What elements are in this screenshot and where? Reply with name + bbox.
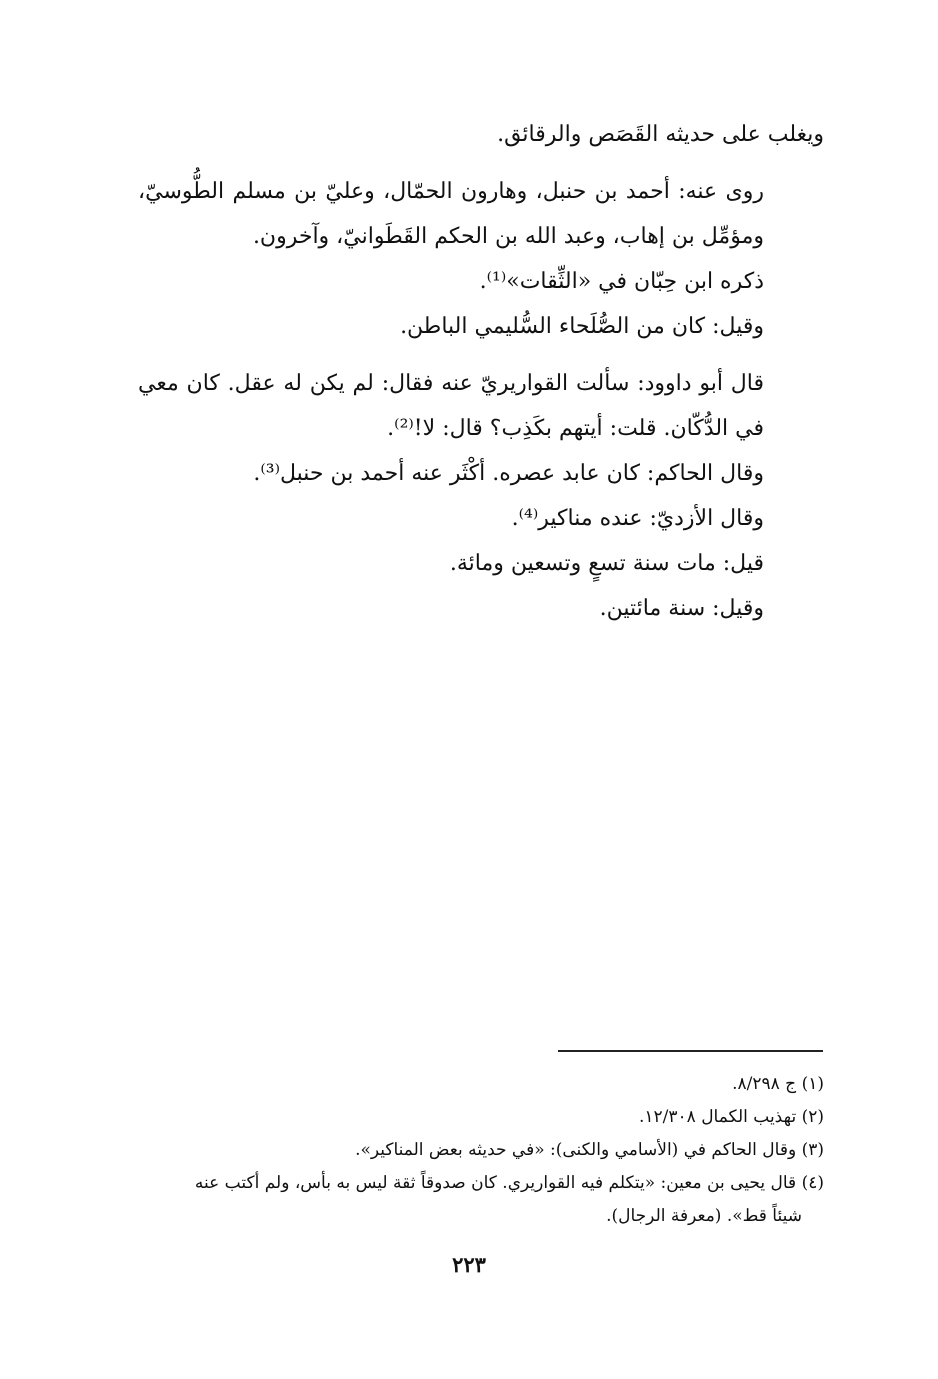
paragraph-al-hakim: وقال الحاكم: كان عابد عصره. أكْثَر عنه أحمد بن حنبل⁽³⁾. xyxy=(253,461,764,486)
footnote-text: قال يحيى بن معين: «يتكلم فيه القواريري. كان صدوقاً ثقة ليس به بأس، ولم أكتب عنه xyxy=(194,1173,797,1193)
main-text xyxy=(138,112,824,631)
page-number: ٢٢٣ xyxy=(452,1252,486,1277)
footnote-text: ج ٨/٢٩٨. xyxy=(732,1074,797,1094)
footnote-1 xyxy=(138,1068,824,1101)
paragraph-abu-dawud: قال أبو داوود: سألت القواريريّ عنه فقال: لم يكن له عقل. كان معي في الدُّكّان. قلت: أيتهم بكَذِب؟ قال: لا!⁽²⁾. xyxy=(138,371,764,441)
paragraph-al-azdi: وقال الأزديّ: عنده مناكير⁽⁴⁾. xyxy=(511,506,764,531)
footnote-marker: (٣) xyxy=(801,1140,824,1160)
footnote-marker: (٢) xyxy=(801,1107,824,1127)
paragraph-stories: ويغلب على حديثه القَصَص والرقائق. xyxy=(497,122,824,147)
paragraph-alt-death-year: وقيل: سنة مائتين. xyxy=(599,596,764,621)
paragraph-death-year: قيل: مات سنة تسعٍ وتسعين ومائة. xyxy=(449,551,764,576)
footnote-marker: (٤) xyxy=(801,1173,824,1193)
footnote-separator xyxy=(558,1050,823,1052)
footnote-2 xyxy=(138,1101,824,1134)
footnote-text: وقال الحاكم في (الأسامي والكنى): «في حديثه بعض المناكير». xyxy=(355,1140,797,1160)
footnote-text: تهذيب الكمال ١٢/٣٠٨. xyxy=(639,1107,797,1127)
paragraph-righteous: وقيل: كان من الصُّلَحاء السُّليمي الباطن. xyxy=(400,314,764,339)
paragraph-narrators: روى عنه: أحمد بن حنبل، وهارون الحمّال، وعليّ بن مسلم الطُّوسيّ، ومؤمِّل بن إهاب، وعبد الله بن الحكم القَطَوانيّ، وآخرون. xyxy=(138,179,764,249)
footnote-4 xyxy=(138,1167,824,1233)
footnote-3 xyxy=(138,1134,824,1167)
paragraph-ibn-hibban: ذكره ابن حِبّان في «الثِّقات»⁽¹⁾. xyxy=(479,269,764,294)
footnote-continuation: شيئاً قط». (معرفة الرجال). xyxy=(606,1206,802,1226)
footnotes xyxy=(138,1068,824,1233)
footnote-marker: (١) xyxy=(801,1074,824,1094)
